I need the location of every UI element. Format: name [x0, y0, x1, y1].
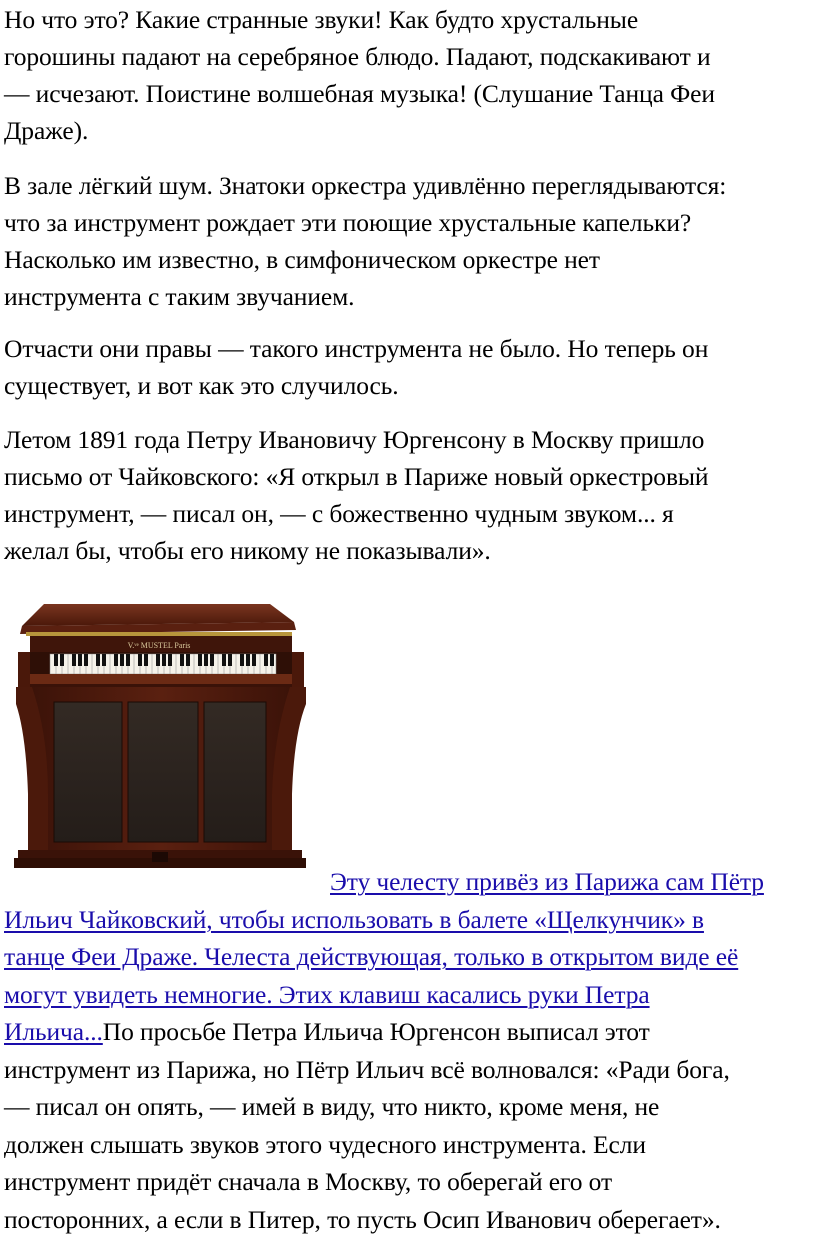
- link-text: танце Феи Драже. Челеста действующая, только в открытом виде её: [4, 942, 739, 971]
- link-text: Ильича...: [4, 1017, 103, 1046]
- text-line: инструмент из Парижа, но Пётр Ильич всё волновался: «Ради бога,: [4, 1054, 730, 1084]
- nameplate-text: V.ᵛᵉ MUSTEL Paris: [127, 641, 191, 650]
- caption-link[interactable]: [4, 980, 650, 1009]
- text-line: инструмент, — писал он, — с божественно чудным звуком... я: [4, 499, 674, 528]
- paragraph-strange-sounds: [4, 1, 715, 149]
- paragraph-hall-noise: [4, 167, 726, 315]
- text-line: должен слышать звуков этого чудесного инструмента. Если: [4, 1129, 646, 1159]
- caption-line: [4, 976, 816, 1014]
- text-line: письмо от Чайковского: «Я открыл в Париже новый оркестровый: [4, 462, 709, 491]
- image-caption: [4, 863, 816, 1238]
- text-line: желал бы, чтобы его никому не показывали».: [4, 536, 491, 565]
- text-line: инструмента с таким звучанием.: [4, 282, 355, 311]
- text-line: Но что это? Какие странные звуки! Как будто хрустальные: [4, 5, 639, 34]
- text-line: Отчасти они правы — такого инструмента не было. Но теперь он: [4, 334, 709, 363]
- text-line: Насколько им известно, в симфоническом оркестре нет: [4, 245, 600, 274]
- text-line: существует, и вот как это случилось.: [4, 371, 399, 400]
- text-line: горошины падают на серебряное блюдо. Падают, подскакивают и: [4, 42, 711, 71]
- paragraph-letter-1891: [4, 421, 708, 569]
- text-line: Летом 1891 года Петру Ивановичу Юргенсону в Москву пришло: [4, 425, 705, 454]
- text-line: В зале лёгкий шум. Знатоки оркестра удивлённо переглядываются:: [4, 171, 727, 200]
- caption-link[interactable]: [330, 867, 764, 896]
- text-line: что за инструмент рождает эти поющие хрустальные капельки?: [4, 208, 692, 237]
- link-text: Эту челесту привёз из Парижа сам Пётр: [330, 867, 764, 896]
- text-after-link: По просьбе Петра Ильича Юргенсон выписал этот: [102, 1017, 650, 1046]
- keyboard: [50, 654, 276, 674]
- text-line: инструмент придёт сначала в Москву, то оберегай его от: [4, 1167, 613, 1196]
- caption-link[interactable]: [4, 1017, 103, 1046]
- paragraph-partly-right: [4, 330, 708, 404]
- celesta-figure: [4, 594, 814, 874]
- caption-link[interactable]: [4, 942, 738, 971]
- link-text: Ильич Чайковский, чтобы использовать в балете «Щелкунчик» в: [4, 904, 704, 934]
- text-line: — писал он опять, — имей в виду, что никто, кроме меня, не: [4, 1092, 660, 1121]
- text-line: посторонних, а если в Питер, то пусть Осип Иванович оберегает».: [4, 1204, 721, 1234]
- caption-line: [4, 863, 816, 901]
- celesta-image: [4, 594, 314, 874]
- caption-line: [4, 901, 816, 939]
- image-spacer: [4, 889, 330, 890]
- text-line: Драже).: [4, 116, 89, 145]
- caption-line: [4, 1013, 816, 1051]
- caption-line: [4, 938, 816, 976]
- text-line: — исчезают. Поистине волшебная музыка! (Слушание Танца Феи: [4, 79, 715, 108]
- caption-link[interactable]: [4, 905, 704, 934]
- link-text: могут увидеть немногие. Этих клавиш касались руки Петра: [4, 979, 650, 1009]
